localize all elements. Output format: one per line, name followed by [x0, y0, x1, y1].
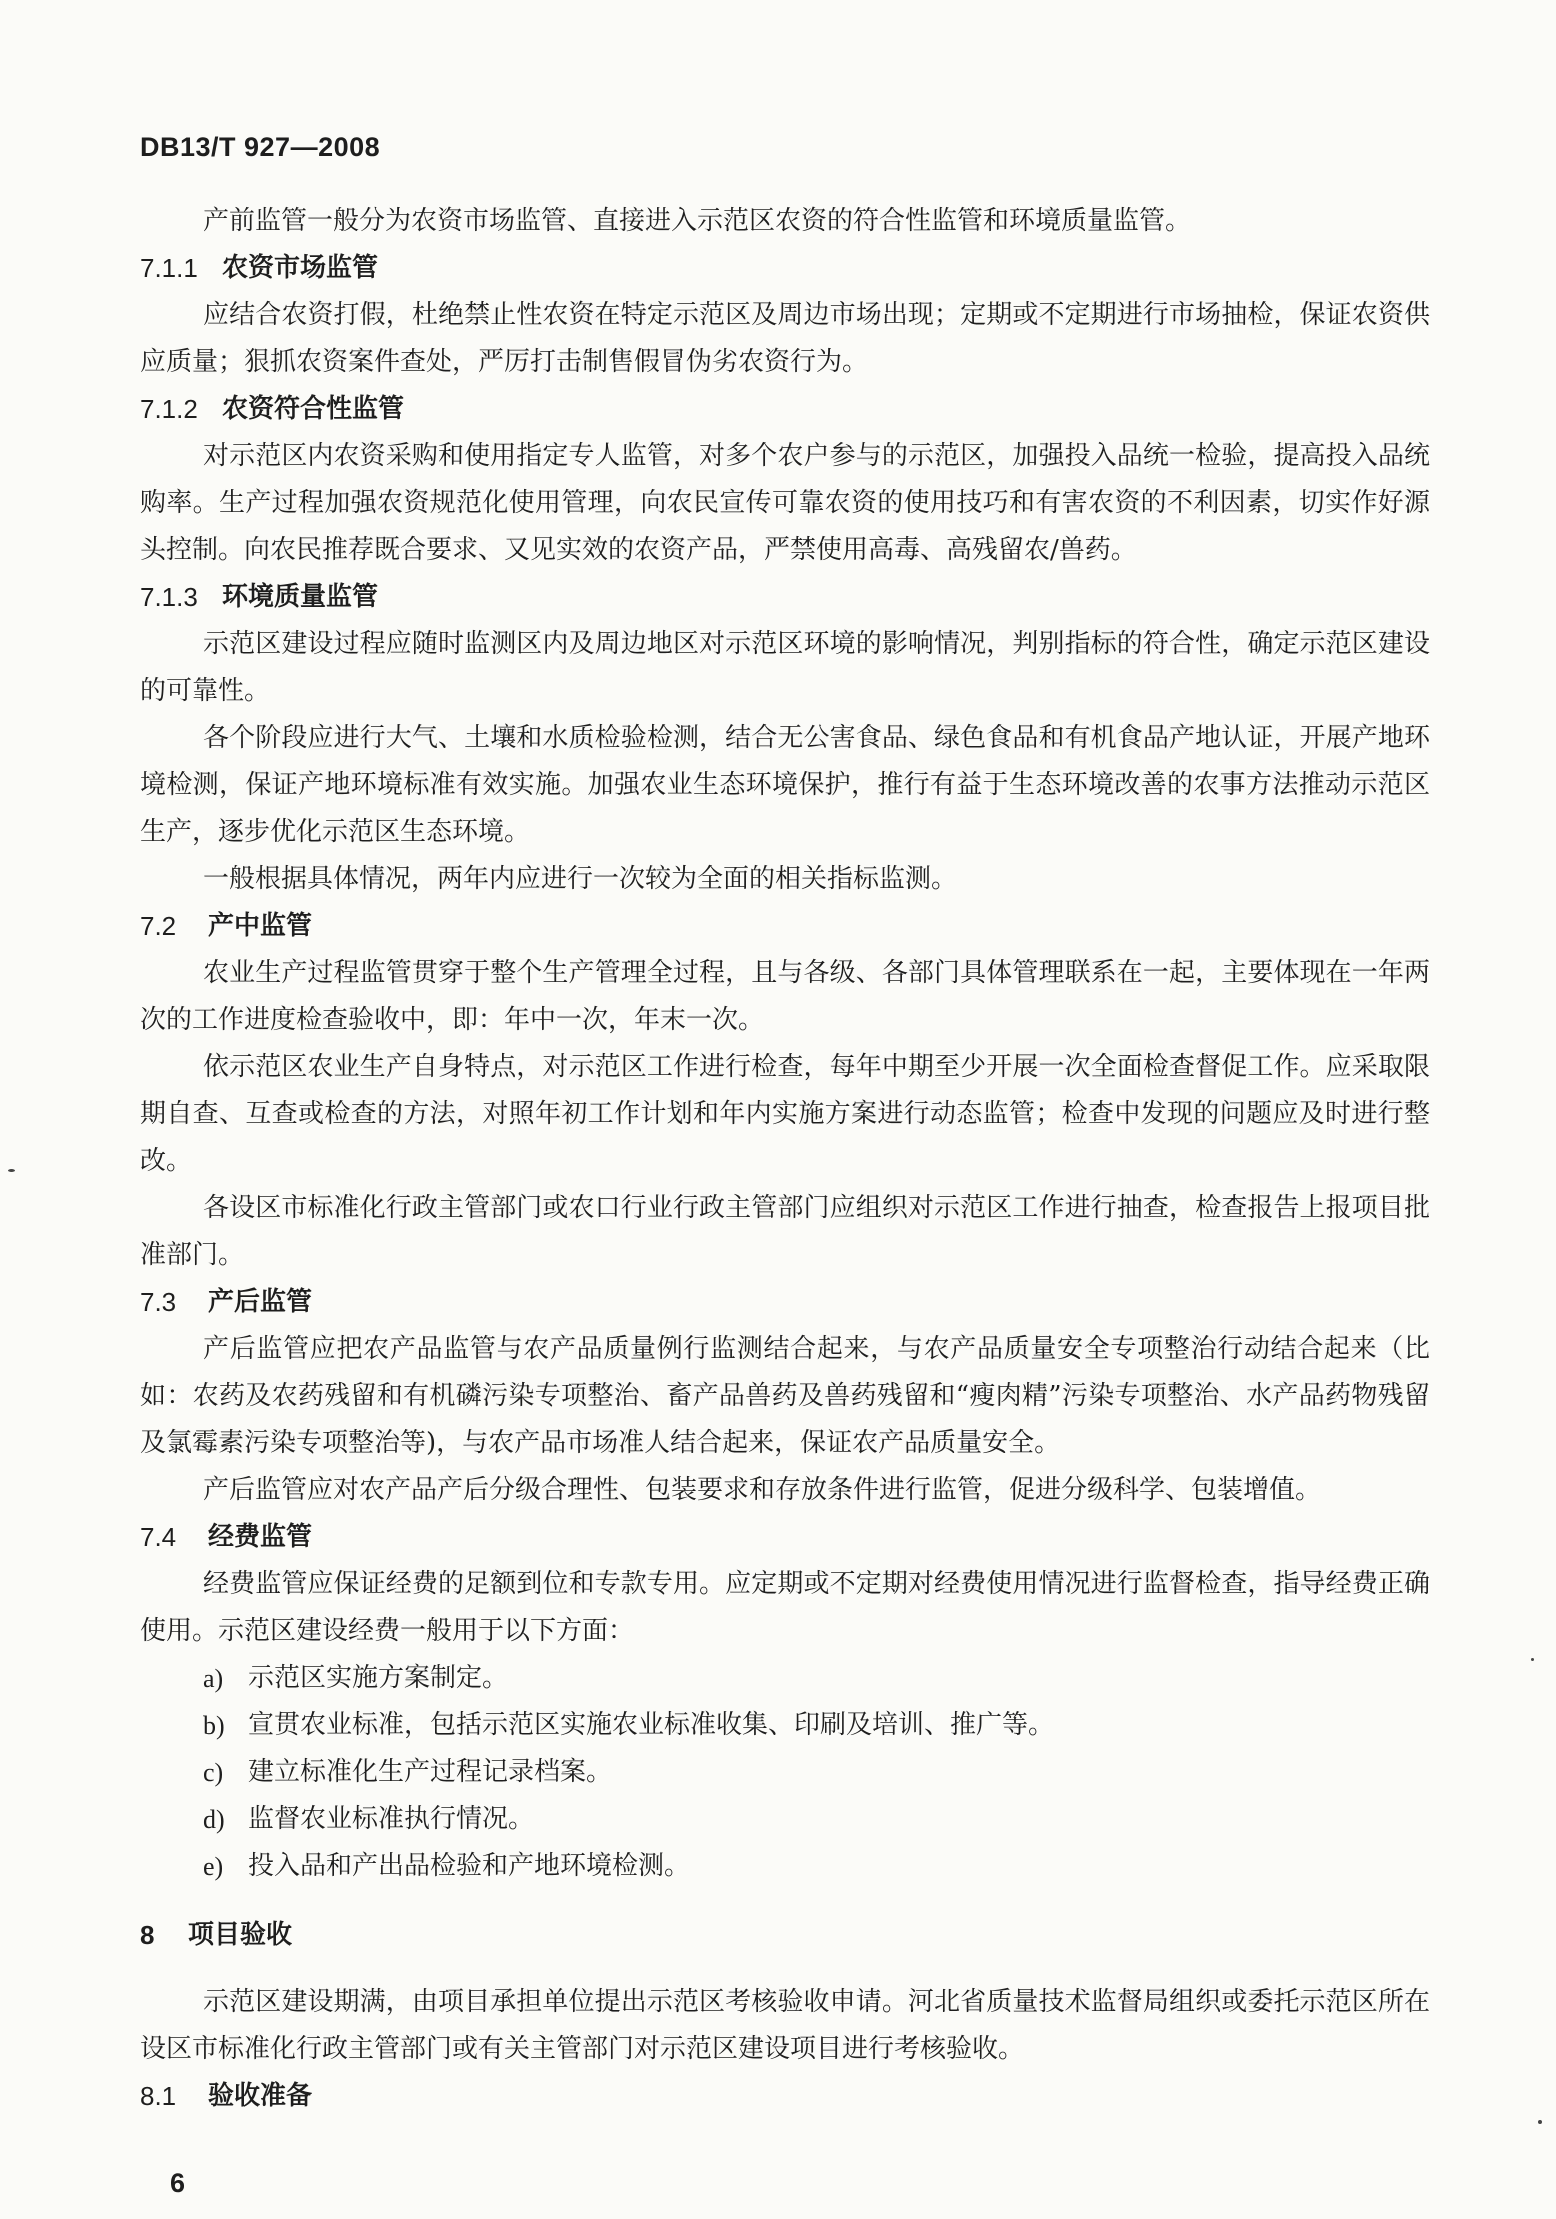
list-marker: b) — [203, 1711, 225, 1740]
list-item-text: 投入品和产出品检验和产地环境检测。 — [248, 1851, 691, 1881]
paragraph: 依示范区农业生产自身特点，对示范区工作进行检查，每年中期至少开展一次全面检查督促工作。应采取限期自查、互查或检查的方法，对照年初工作计划和年内实施方案进行动态监管；检查中发现的问题应及时进行整改。 — [140, 1052, 1430, 1176]
section-title: 验收准备 — [208, 2081, 313, 2111]
scan-speck — [8, 1169, 15, 1172]
section-number: 7.4 — [140, 1522, 177, 1552]
section-title: 农资市场监管 — [222, 253, 379, 283]
section-heading — [140, 903, 1430, 950]
section-number: 7.1.1 — [140, 253, 198, 283]
list-item — [140, 1749, 1430, 1796]
section-title: 环境质量监管 — [222, 582, 379, 612]
section-heading — [140, 2073, 1430, 2120]
section-heading — [140, 386, 1430, 433]
section-heading — [140, 1912, 1430, 1959]
list-item-text: 监督农业标准执行情况。 — [248, 1804, 535, 1834]
paragraph: 示范区建设过程应随时监测区内及周边地区对示范区环境的影响情况，判别指标的符合性，确定示范区建设的可靠性。 — [140, 629, 1430, 706]
list-marker: c) — [203, 1758, 224, 1787]
section-number: 8.1 — [140, 2081, 177, 2111]
paragraph: 经费监管应保证经费的足额到位和专款专用。应定期或不定期对经费使用情况进行监督检查，指导经费正确使用。示范区建设经费一般用于以下方面： — [140, 1569, 1430, 1646]
paragraph: 对示范区内农资采购和使用指定专人监管，对多个农户参与的示范区，加强投入品统一检验，提高投入品统购率。生产过程加强农资规范化使用管理，向农民宣传可靠农资的使用技巧和有害农资的不利因素，切实作好源头控制。向农民推荐既合要求、又见实效的农资产品，严禁使用高毒、高残留农/兽药。 — [140, 441, 1430, 565]
list-item-text: 建立标准化生产过程记录档案。 — [248, 1757, 613, 1787]
paragraph: 各设区市标准化行政主管部门或农口行业行政主管部门应组织对示范区工作进行抽查，检查报告上报项目批准部门。 — [140, 1193, 1430, 1270]
list-marker: a) — [203, 1664, 224, 1693]
list-marker: d) — [203, 1805, 225, 1834]
section-title: 项目验收 — [188, 1920, 293, 1950]
list-item-text: 宣贯农业标准，包括示范区实施农业标准收集、印刷及培训、推广等。 — [248, 1710, 1055, 1740]
list-item-text: 示范区实施方案制定。 — [248, 1663, 509, 1693]
section-title: 产后监管 — [208, 1287, 313, 1317]
document-code: DB13/T 927—2008 — [140, 132, 381, 162]
section-heading — [140, 1279, 1430, 1326]
scan-speck — [1531, 1658, 1534, 1661]
section-number: 8 — [140, 1920, 155, 1950]
list-item — [140, 1843, 1430, 1890]
section-heading — [140, 1514, 1430, 1561]
document-body — [140, 198, 1430, 2120]
paragraph: 各个阶段应进行大气、土壤和水质检验检测，结合无公害食品、绿色食品和有机食品产地认证，开展产地环境检测，保证产地环境标准有效实施。加强农业生态环境保护，推行有益于生态环境改善的农事方法推动示范区生产，逐步优化示范区生态环境。 — [140, 723, 1430, 847]
section-title: 经费监管 — [208, 1522, 313, 1552]
paragraph: 应结合农资打假，杜绝禁止性农资在特定示范区及周边市场出现；定期或不定期进行市场抽检，保证农资供应质量；狠抓农资案件查处，严厉打击制售假冒伪劣农资行为。 — [140, 300, 1430, 377]
scan-speck — [1538, 2120, 1542, 2124]
paragraph: 产后监管应对农产品产后分级合理性、包装要求和存放条件进行监管，促进分级科学、包装增值。 — [203, 1475, 1322, 1505]
paragraph: 一般根据具体情况，两年内应进行一次较为全面的相关指标监测。 — [203, 864, 958, 894]
list-item — [140, 1796, 1430, 1843]
paragraph: 示范区建设期满，由项目承担单位提出示范区考核验收申请。河北省质量技术监督局组织或委托示范区所在设区市标准化行政主管部门或有关主管部门对示范区建设项目进行考核验收。 — [140, 1987, 1430, 2064]
section-title: 产中监管 — [208, 911, 313, 941]
list-item — [140, 1702, 1430, 1749]
section-heading — [140, 574, 1430, 621]
page-number: 6 — [170, 2168, 186, 2198]
section-heading — [140, 245, 1430, 292]
list-marker: e) — [203, 1852, 224, 1881]
paragraph: 农业生产过程监管贯穿于整个生产管理全过程，且与各级、各部门具体管理联系在一起，主要体现在一年两次的工作进度检查验收中，即：年中一次，年末一次。 — [140, 958, 1430, 1035]
section-number: 7.2 — [140, 911, 177, 941]
paragraph: 产后监管应把农产品监管与农产品质量例行监测结合起来，与农产品质量安全专项整治行动结合起来（比如：农药及农药残留和有机磷污染专项整治、畜产品兽药及兽药残留和“瘦肉精”污染专项整治、水产品药物残留及氯霉素污染专项整治等)，与农产品市场准人结合起来，保证农产品质量安全。 — [140, 1334, 1430, 1458]
section-number: 7.3 — [140, 1287, 177, 1317]
section-title: 农资符合性监管 — [222, 394, 405, 424]
list-item — [140, 1655, 1430, 1702]
paragraph: 产前监管一般分为农资市场监管、直接进入示范区农资的符合性监管和环境质量监管。 — [203, 206, 1192, 236]
section-number: 7.1.3 — [140, 582, 198, 612]
section-number: 7.1.2 — [140, 394, 198, 424]
